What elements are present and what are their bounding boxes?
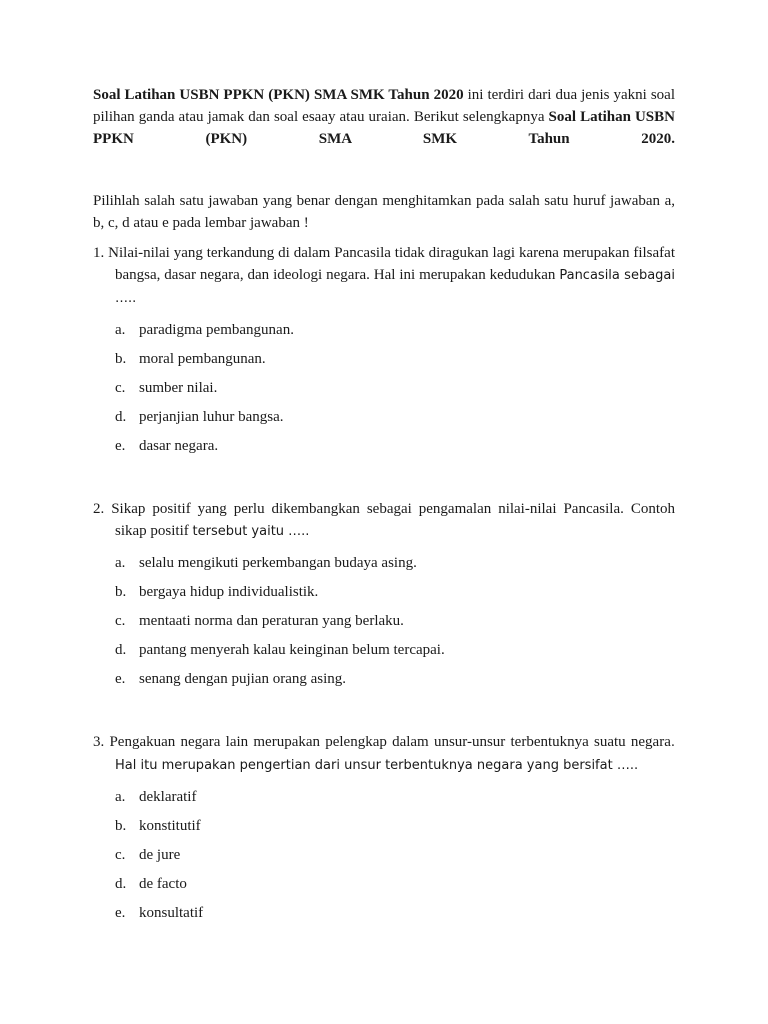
question-3 [93,731,675,931]
option-text: perjanjian luhur bangsa. [139,409,284,425]
option-c[interactable] [93,844,675,873]
document-page [93,84,675,931]
option-letter: e. [115,905,126,921]
question-number: 3. [93,734,105,750]
option-c[interactable] [93,377,675,406]
question-body: Sikap positif yang perlu dikembangkan sebagai pengamalan nilai-nilai Pancasila. Contoh sikap positif [111,501,675,539]
option-letter: a. [115,789,126,805]
option-list [93,552,675,697]
option-text: selalu mengikuti perkembangan budaya asing. [139,555,417,571]
option-text: bergaya hidup individualistik. [139,584,319,600]
option-e[interactable] [93,435,675,464]
option-c[interactable] [93,610,675,639]
option-list [93,319,675,464]
option-text: de facto [139,876,187,892]
option-text: moral pembangunan. [139,351,266,367]
option-letter: a. [115,322,126,338]
intro-paragraph [93,84,675,150]
option-text: pantang menyerah kalau keinginan belum tercapai. [139,642,445,658]
option-a[interactable] [93,319,675,348]
intro-text: ini terdiri dari dua jenis yakni soal pilihan ganda atau jamak dan soal esaay atau uraian. Berikut selengkapnya [93,87,675,125]
question-1 [93,242,675,464]
question-body: Pengakuan negara lain merupakan pelengkap dalam unsur-unsur terbentuknya suatu negara [109,734,671,750]
option-letter: c. [115,613,126,629]
option-letter: d. [115,876,127,892]
option-letter: e. [115,438,126,454]
option-letter: e. [115,671,126,687]
option-letter: d. [115,642,127,658]
option-a[interactable] [93,552,675,581]
option-letter: b. [115,818,127,834]
option-letter: c. [115,847,126,863]
option-e[interactable] [93,902,675,931]
option-text: senang dengan pujian orang asing. [139,671,347,687]
option-d[interactable] [93,873,675,902]
question-text [93,242,675,310]
intro-title: Soal Latihan USBN PPKN (PKN) SMA SMK Tahun 2020 [93,87,464,103]
option-d[interactable] [93,406,675,435]
question-text [93,731,675,777]
option-letter: c. [115,380,126,396]
question-body: Nilai-nilai yang terkandung di dalam Pancasila tidak diragukan lagi karena merupakan filsafat bangsa, dasar negara, dan ideologi negara. Hal ini merupakan kedudukan [108,245,675,283]
option-b[interactable] [93,815,675,844]
option-text: dasar negara. [139,438,219,454]
option-b[interactable] [93,348,675,377]
option-text: deklaratif [139,789,197,805]
question-tail: . Hal itu merupakan pengertian dari unsur terbentuknya negara yang bersifat ….. [115,735,676,773]
instruction-text: Pilihlah salah satu jawaban yang benar dengan menghitamkan pada salah satu huruf jawaban a, b, c, d atau e pada lembar jawaban ! [93,193,675,231]
intro-title-end: Soal Latihan USBN PPKN (PKN) SMA SMK Tahun 2020. [93,109,675,147]
option-text: sumber nilai. [139,380,218,396]
option-text: konsultatif [139,905,204,921]
question-text [93,498,675,543]
question-2 [93,498,675,697]
option-list [93,786,675,931]
question-tail: Pancasila sebagai ….. [115,268,675,306]
option-letter: a. [115,555,126,571]
option-b[interactable] [93,581,675,610]
option-text: paradigma pembangunan. [139,322,294,338]
question-tail: tersebut yaitu ….. [192,524,310,539]
question-number: 2. [93,501,105,517]
option-d[interactable] [93,639,675,668]
option-text: mentaati norma dan peraturan yang berlaku. [139,613,404,629]
option-letter: d. [115,409,127,425]
option-text: de jure [139,847,181,863]
option-text: konstitutif [139,818,201,834]
question-number: 1. [93,245,105,261]
option-letter: b. [115,351,127,367]
option-letter: b. [115,584,127,600]
option-a[interactable] [93,786,675,815]
option-e[interactable] [93,668,675,697]
